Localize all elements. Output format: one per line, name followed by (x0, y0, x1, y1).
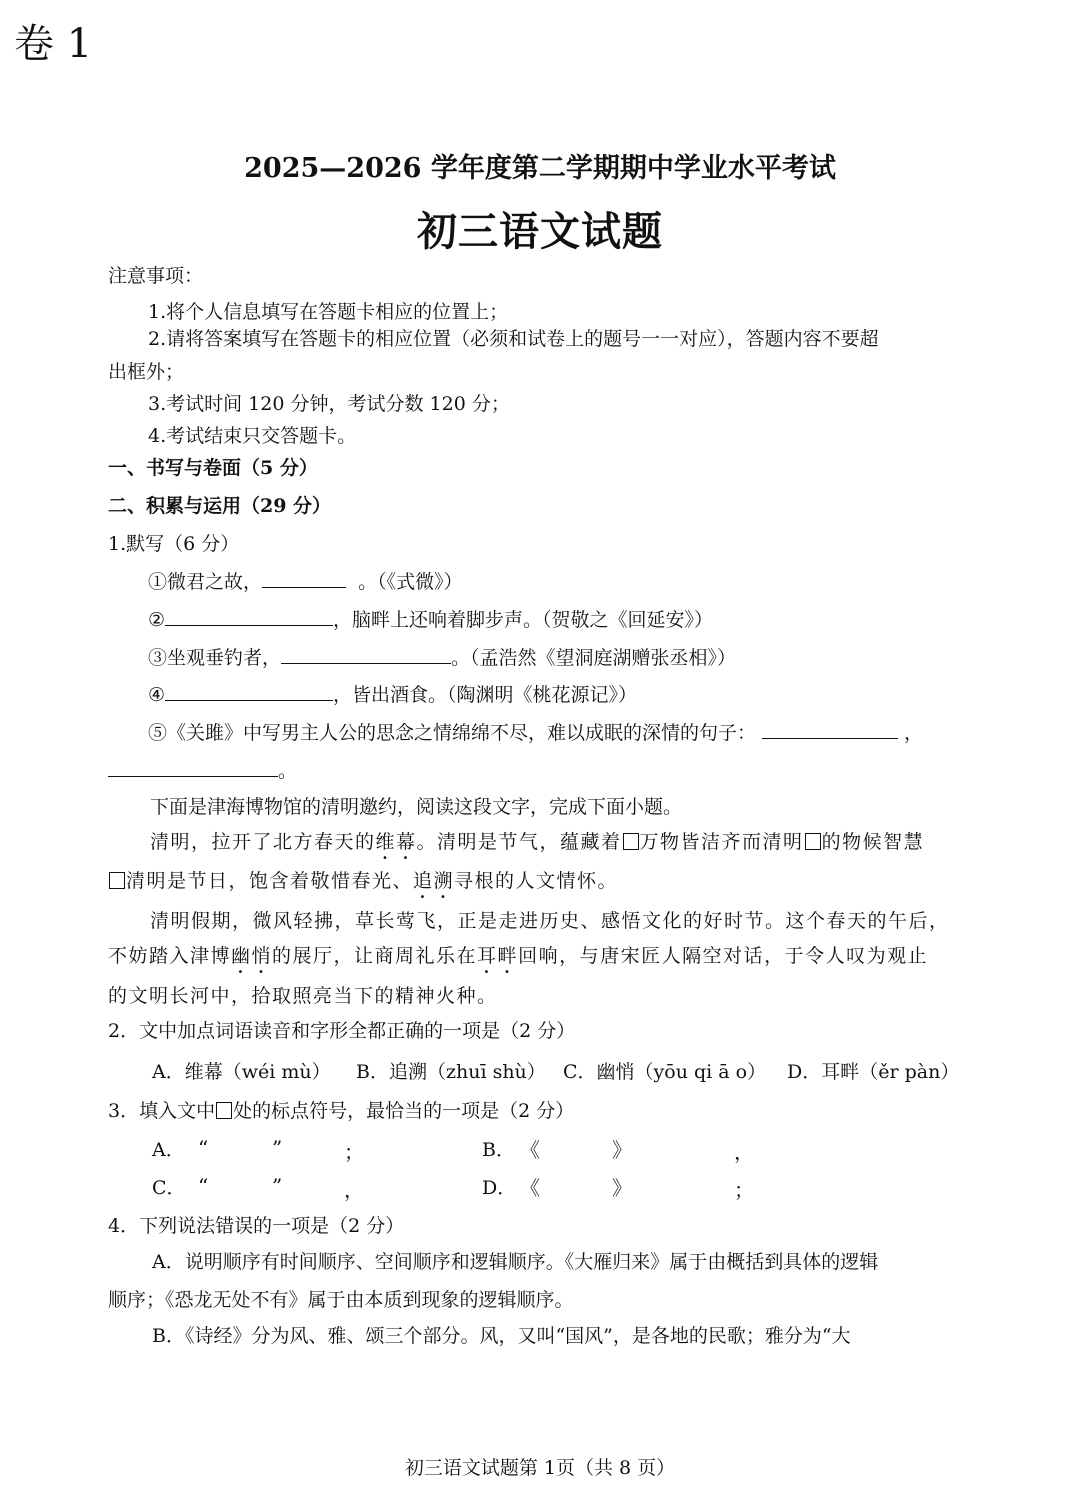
section-1-heading: 一、书写与卷面（5 分） (108, 457, 318, 479)
q3-stem-text: 3．填入文中 (108, 1100, 216, 1122)
q3-option-b-mark-2: 》 (612, 1138, 632, 1162)
q3-option-d-mark-1: 《 (520, 1176, 540, 1200)
q1-line-4 (148, 682, 637, 707)
q3-option-c-mark-3: ， (344, 1178, 364, 1202)
q2-option-b[interactable]: B．追溯（zhuī shù） (356, 1061, 546, 1083)
q3-option-d-mark-2: 》 (612, 1176, 632, 1200)
volume-label: 卷 1 (14, 21, 93, 67)
q3-option-b-mark-3: ， (734, 1140, 754, 1164)
passage-line-5: 的文明长河中，拾取照亮当下的精神火种。 (108, 985, 498, 1007)
q3-stem-text: 处的标点符号，最恰当的一项是（2 分） (233, 1100, 575, 1122)
passage-line-2 (108, 866, 618, 903)
passage-intro: 下面是津海博物馆的清明邀约，阅读这段文字，完成下面小题。 (150, 796, 683, 818)
q1-line-2-text: ，脑畔上还响着脚步声。（贺敬之《回延安》） (333, 609, 714, 631)
passage-text: 清明，拉开了北方春天的 (150, 831, 376, 853)
dotted-word: 耳畔 (477, 945, 519, 967)
passage-text: 寻根的人文情怀。 (454, 870, 619, 892)
q4-stem: 4．下列说法错误的一项是（2 分） (108, 1215, 405, 1237)
q1-title: 1.默写（6 分） (108, 533, 240, 555)
q3-option-b-label[interactable]: B． (482, 1139, 515, 1161)
q3-option-d-mark-3: ； (734, 1178, 754, 1202)
q3-option-a-mark-2: ” (272, 1136, 283, 1160)
notice-heading: 注意事项： (108, 265, 204, 287)
q3-option-c-mark-1: “ (198, 1174, 209, 1198)
notice-item-4: 4.考试结束只交答题卡。 (148, 425, 357, 447)
q2-option-d[interactable]: D．耳畔（ěr pàn） (787, 1061, 960, 1083)
passage-line-3: 清明假期，微风轻拂，草长莺飞，正是走进历史、感悟文化的好时节。这个春天的午后， (150, 910, 950, 932)
answer-blank[interactable] (281, 645, 451, 664)
q3-option-c-mark-2: ” (272, 1174, 283, 1198)
punctuation-box (623, 833, 639, 850)
paper-title: 初三语文试题 (417, 208, 663, 255)
notice-item-1: 1.将个人信息填写在答题卡相应的位置上； (148, 301, 509, 323)
q3-option-a-mark-3: ； (344, 1140, 364, 1164)
q3-option-c-label[interactable]: C． (152, 1177, 186, 1199)
q3-option-a-mark-1: “ (198, 1136, 209, 1160)
q1-line-3-text: ③坐观垂钓者， (148, 647, 282, 669)
q2-option-c[interactable]: C．幽悄（yōu qi ā o） (563, 1061, 767, 1083)
q1-line-5-text: ⑤《关雎》中写男主人公的思念之情绵绵不尽，难以成眠的深情的句子： (148, 722, 757, 744)
passage-line-4 (108, 941, 928, 978)
q1-line-4-text: ，皆出酒食。（陶渊明《桃花源记》） (333, 684, 638, 706)
q3-option-a-label[interactable]: A． (152, 1139, 185, 1161)
exam-title: 2025—2026 学年度第二学期期中学业水平考试 (244, 153, 836, 184)
answer-blank[interactable] (262, 569, 346, 588)
passage-text: 清明是节日，饱含着敬惜春光、 (126, 870, 414, 892)
passage-text: 的展厅，让商周礼乐在 (272, 945, 478, 967)
q1-line-1 (148, 569, 463, 594)
punctuation-box (216, 1102, 232, 1119)
passage-line-1 (150, 827, 924, 864)
q3-option-d-label[interactable]: D． (482, 1177, 517, 1199)
notice-item-3: 3.考试时间 120 分钟，考试分数 120 分； (148, 393, 510, 415)
punctuation-box (109, 872, 125, 889)
dotted-word: 幽悄 (231, 945, 273, 967)
passage-text: 万物皆洁齐而清明 (639, 831, 804, 853)
notice-item-2-continued: 出框外； (108, 361, 185, 383)
passage-text: 回响，与唐宋匠人隔空对话，于令人叹为观止 (518, 945, 929, 967)
q1-line-5-comma: ， (904, 722, 924, 744)
q1-line-3-source: 。（孟浩然《望洞庭湖赠张丞相》） (451, 647, 737, 669)
q1-line-5 (148, 720, 923, 745)
q1-line-2 (148, 607, 713, 632)
q1-line-1-source: 。（《式微》） (358, 571, 463, 593)
page-footer: 初三语文试题第 1页（共 8 页） (404, 1457, 676, 1479)
q2-option-a[interactable]: A．维幕（wéi mù） (152, 1061, 331, 1083)
q3-option-b-mark-1: 《 (520, 1138, 540, 1162)
dotted-word: 追溯 (413, 870, 455, 892)
answer-blank[interactable] (165, 607, 333, 626)
notice-item-2: 2.请将答案填写在答题卡的相应位置（必须和试卷上的题号一一对应），答题内容不要超 (148, 328, 879, 350)
q1-line-4-num: ④ (148, 684, 166, 706)
answer-blank[interactable] (108, 758, 278, 777)
answer-blank[interactable] (165, 682, 333, 701)
q1-line-6 (108, 758, 297, 783)
q1-line-2-num: ② (148, 609, 166, 631)
punctuation-box (805, 833, 821, 850)
passage-text: 不妨踏入津博 (108, 945, 232, 967)
q4-option-a-line-2: 顺序；《恐龙无处不有》属于由本质到现象的逻辑顺序。 (108, 1289, 574, 1311)
answer-blank[interactable] (762, 720, 898, 739)
dotted-word: 维幕 (375, 831, 417, 853)
q1-line-6-period: 。 (278, 760, 298, 782)
q2-stem: 2．文中加点词语读音和字形全都正确的一项是（2 分） (108, 1020, 576, 1042)
passage-text: 的物候智慧 (821, 831, 925, 853)
q1-line-3 (148, 645, 736, 670)
section-2-heading: 二、积累与运用（29 分） (108, 495, 332, 517)
passage-text: 。清明是节气，蕴藏着 (416, 831, 622, 853)
q4-option-b-line-1[interactable]: B．《诗经》分为风、雅、颂三个部分。风，又叫“国风”，是各地的民歌；雅分为“大 (152, 1325, 851, 1347)
q3-stem (108, 1099, 574, 1123)
q1-line-1-text: ①微君之故， (148, 571, 263, 593)
q4-option-a-line-1[interactable]: A．说明顺序有时间顺序、空间顺序和逻辑顺序。《大雁归来》属于由概括到具体的逻辑 (152, 1251, 879, 1273)
